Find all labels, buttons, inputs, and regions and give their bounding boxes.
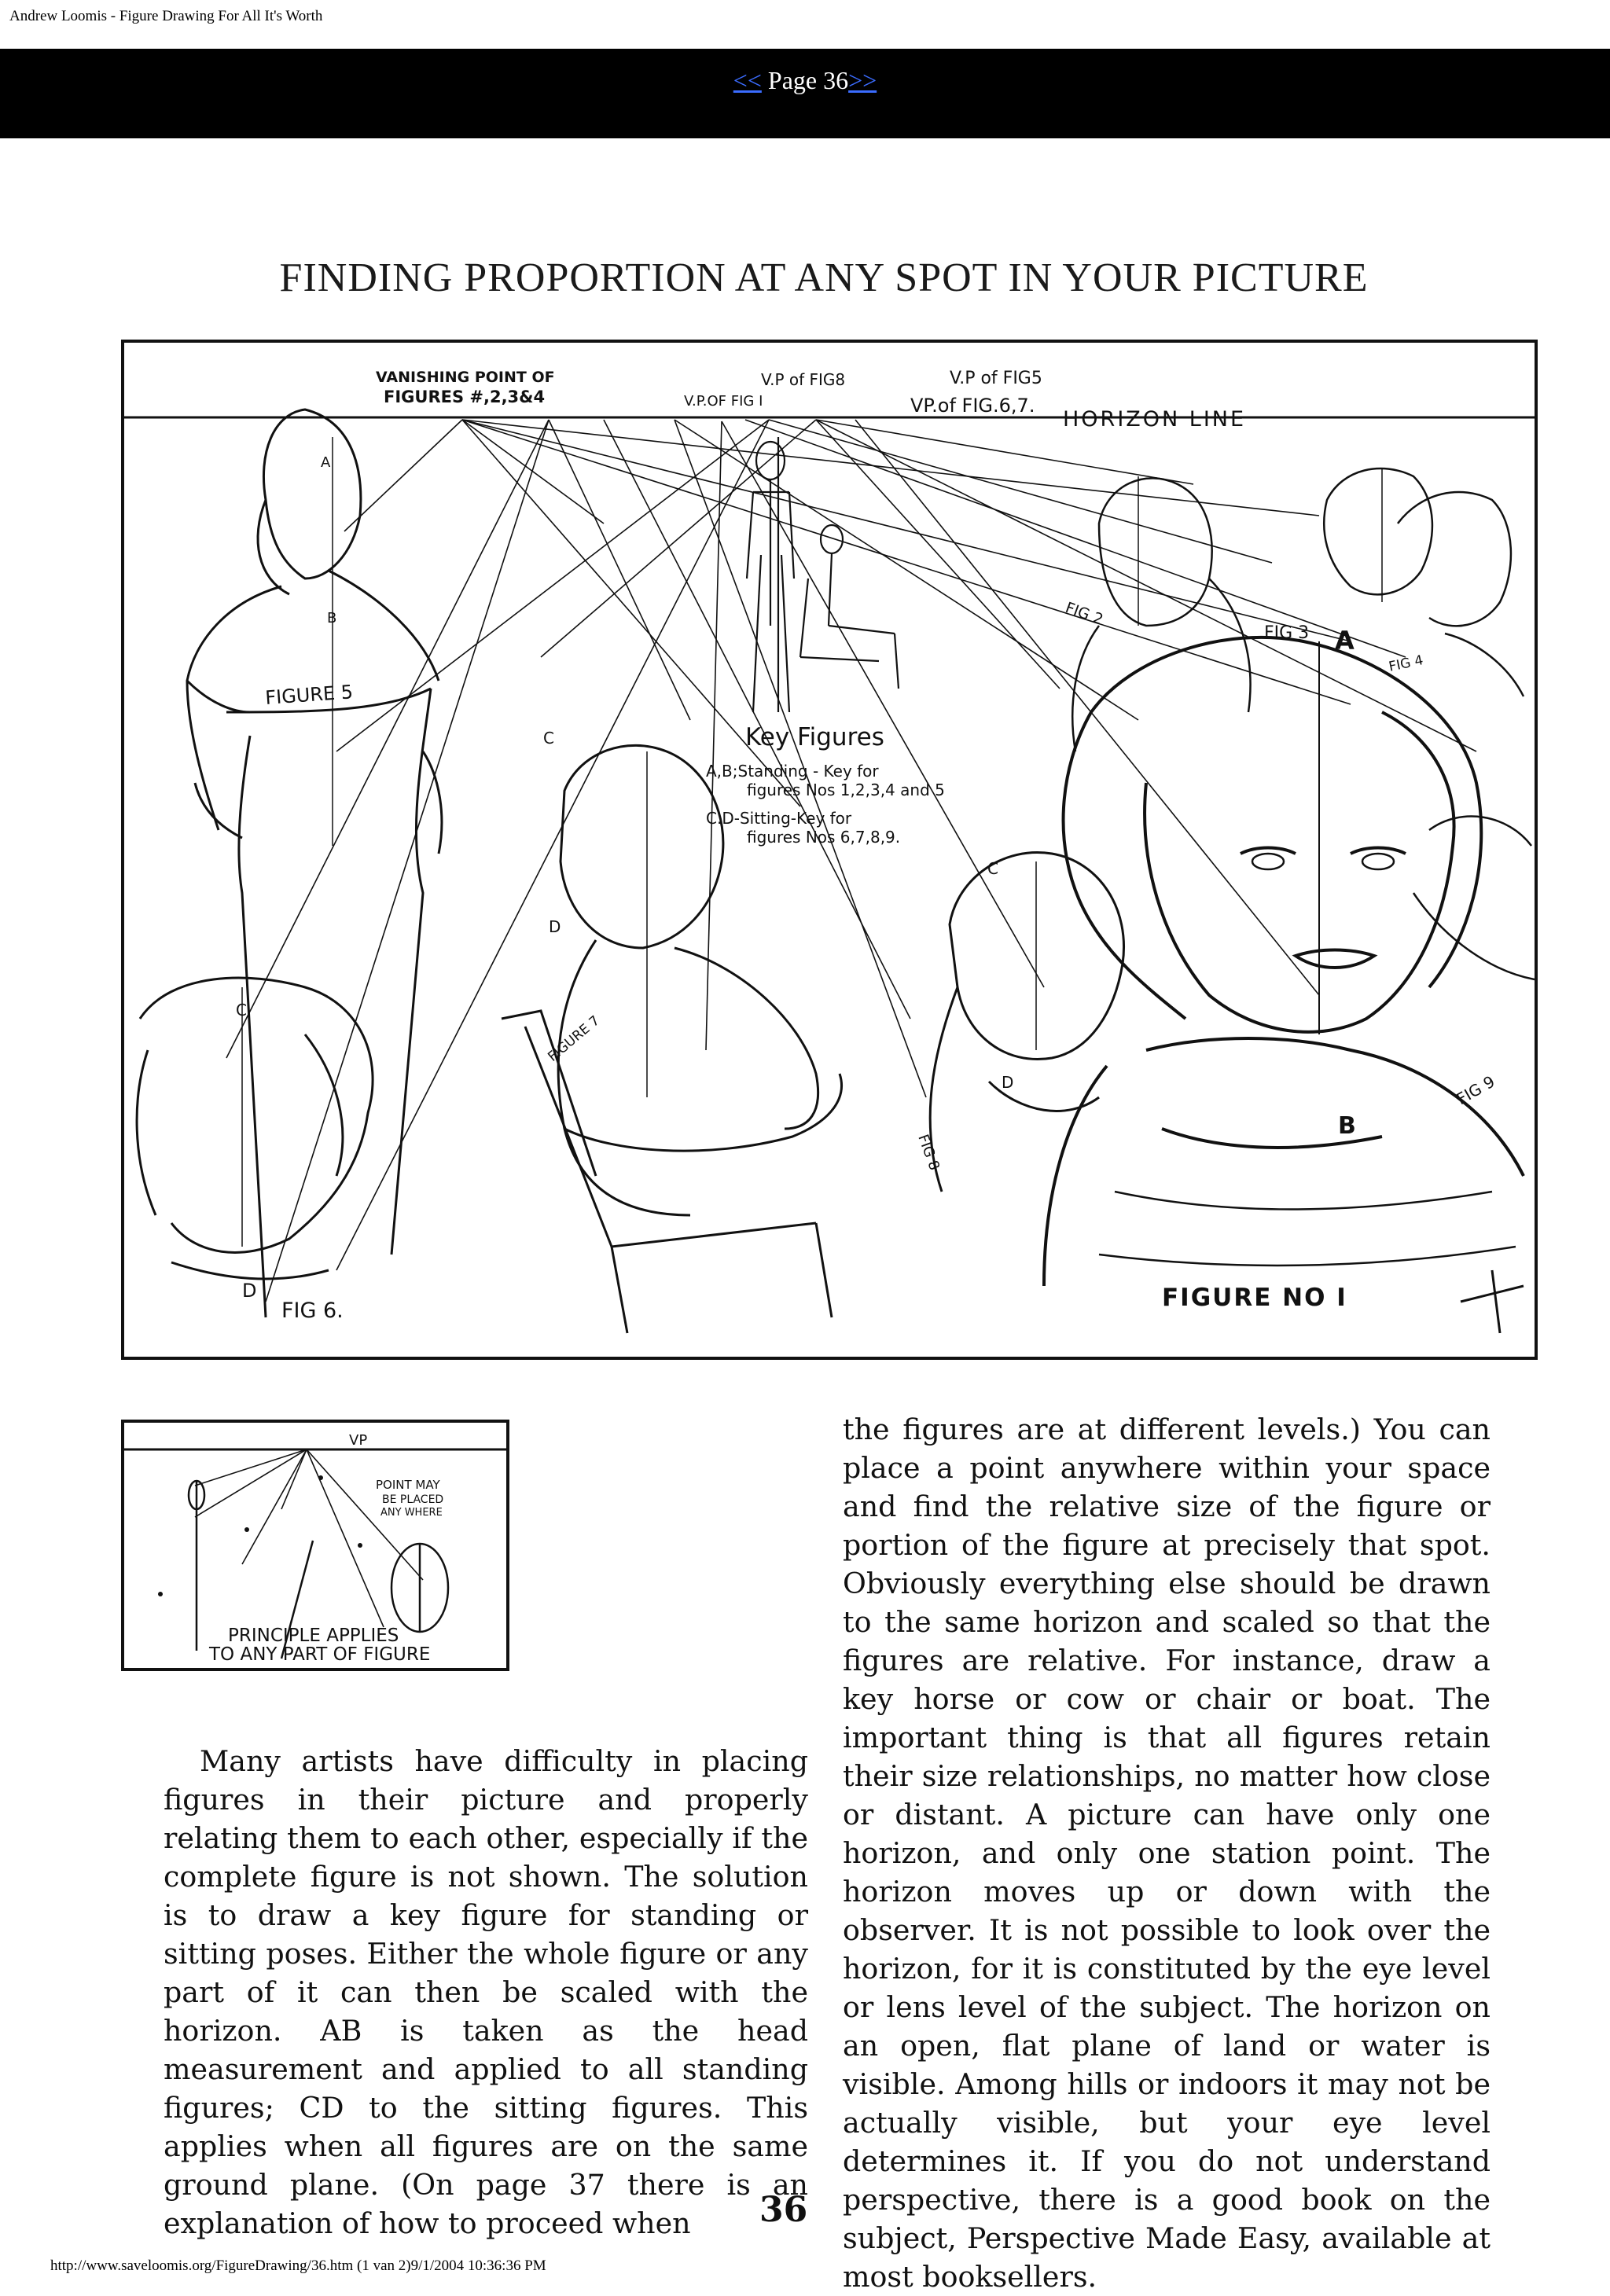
- point-b-fig1: B: [1338, 1112, 1356, 1140]
- key-figures-line-3: C.D-Sitting-Key for: [706, 809, 852, 828]
- inset-drawing: [124, 1423, 506, 1668]
- page-number: 36: [759, 2190, 808, 2230]
- key-figure-sitting: [800, 525, 899, 689]
- label-fig-3: FIG 3: [1264, 623, 1310, 643]
- label-horizon-line: HORIZON LINE: [1063, 407, 1247, 432]
- point-d-fig8: D: [1002, 1073, 1014, 1092]
- inset-vp-label: VP: [349, 1432, 368, 1449]
- point-d-fig7: D: [549, 917, 561, 936]
- main-illustration: [121, 340, 1538, 1360]
- label-fig-8: FIG 8: [914, 1132, 943, 1173]
- page-navigation: [0, 66, 1610, 95]
- document-title: Andrew Loomis - Figure Drawing For All It's Worth: [9, 8, 323, 24]
- label-figure-no-1: FIGURE NO I: [1162, 1284, 1347, 1312]
- point-c-fig8: C: [987, 859, 998, 878]
- figure-8-drawing: [930, 852, 1123, 1192]
- page-indicator: Page 36: [761, 66, 849, 94]
- key-figures-line-2: figures Nos 1,2,3,4 and 5: [747, 781, 945, 799]
- page-navigation-bar: [0, 49, 1610, 138]
- figures-2-3-4-drawing: [1072, 468, 1535, 979]
- perspective-lines: [226, 420, 1476, 1302]
- label-fig-9: FIG 9: [1453, 1071, 1498, 1109]
- left-column-paragraph: Many artists have difficulty in placing figures in their picture and properly relating them to each other, especially if the complete figure is not shown. The solution is to draw a key figure for standing or sitting poses. Either the whole figure or any part of it can then be scaled with the horizon. AB is taken as the head measurement and applied to all standing figures; CD to the sitting figures. This applies when all figures are on the same ground plane. (On page 37 there is an explanation of how to proceed when: [164, 1744, 808, 2240]
- inset-caption-1: PRINCIPLE APPLIES: [228, 1626, 399, 1646]
- body-text-left-column: [164, 1742, 808, 2243]
- label-fig-6: FIG 6.: [281, 1299, 344, 1323]
- page-heading: FINDING PROPORTION AT ANY SPOT IN YOUR PICTURE: [279, 255, 1369, 300]
- label-vp-fig67: VP.of FIG.6,7.: [910, 395, 1035, 417]
- label-vp-figures-2: FIGURES #,2,3&4: [384, 388, 546, 406]
- label-fig-4: FIG 4: [1387, 652, 1425, 675]
- right-column-paragraph: the figures are at different levels.) You can place a point anywhere within your space and find the relative size of the figure or portion of the figure at precisely that spot. Obviously everything else should be drawn to the same horizon and scaled so that the figures are relative. For instance, draw a key horse or cow or chair or boat. The important thing is that all figures retain their size relationships, no matter how close or distant. A picture can have only one horizon, and only one station point. The horizon moves up or down with the observer. It is not possible to look over the horizon, for it is constituted by the eye level or lens level of the subject. The horizon on an open, flat plane of land or water is visible. Among hills or indoors it may not be actually visible, but your eye level determines it. If you do not understand perspective, there is a good book on the subject, Perspective Made Easy, available at most booksellers.: [843, 1412, 1491, 2294]
- label-figure-7: FIGURE 7: [545, 1012, 603, 1065]
- point-d-fig6: D: [242, 1280, 257, 1302]
- inset-note-1: POINT MAY: [376, 1478, 440, 1492]
- figure-1-drawing: [1044, 637, 1524, 1286]
- label-fig-2: FIG 2: [1063, 599, 1106, 629]
- label-vp-fig1: V.P.OF FIG I: [684, 393, 763, 410]
- footer-url: http://www.saveloomis.org/FigureDrawing/36.htm (1 van 2)9/1/2004 10:36:36 PM: [50, 2257, 546, 2274]
- label-vp-fig8: V.P of FIG8: [761, 370, 846, 389]
- label-vp-fig5: V.P of FIG5: [950, 369, 1042, 388]
- figure-5-drawing: [187, 410, 442, 1317]
- point-c-fig7: C: [543, 729, 554, 748]
- next-page-link[interactable]: >>: [848, 66, 877, 94]
- inset-illustration: [121, 1420, 509, 1671]
- point-a-fig1: A: [1335, 626, 1355, 656]
- label-vp-figures-1: VANISHING POINT OF: [376, 369, 555, 386]
- inset-caption-2: TO ANY PART OF FIGURE: [209, 1644, 431, 1665]
- point-c-fig6: C: [236, 1001, 247, 1019]
- label-figure-5: FIGURE 5: [264, 681, 354, 709]
- prev-page-link[interactable]: <<: [733, 66, 762, 94]
- point-b-fig5: B: [327, 610, 337, 626]
- inset-note-3: ANY WHERE: [380, 1507, 443, 1519]
- point-a-fig5: A: [321, 454, 331, 471]
- key-figures-line-1: A,B;Standing - Key for: [706, 762, 879, 781]
- inset-note-2: BE PLACED: [382, 1493, 444, 1506]
- body-text-right-column: [843, 1410, 1491, 2296]
- key-figures-line-4: figures Nos 6,7,8,9.: [747, 828, 901, 847]
- key-figures-title: Key Figures: [745, 723, 884, 751]
- illustration-drawing: [124, 343, 1535, 1357]
- scribble-mark: [1461, 1270, 1524, 1333]
